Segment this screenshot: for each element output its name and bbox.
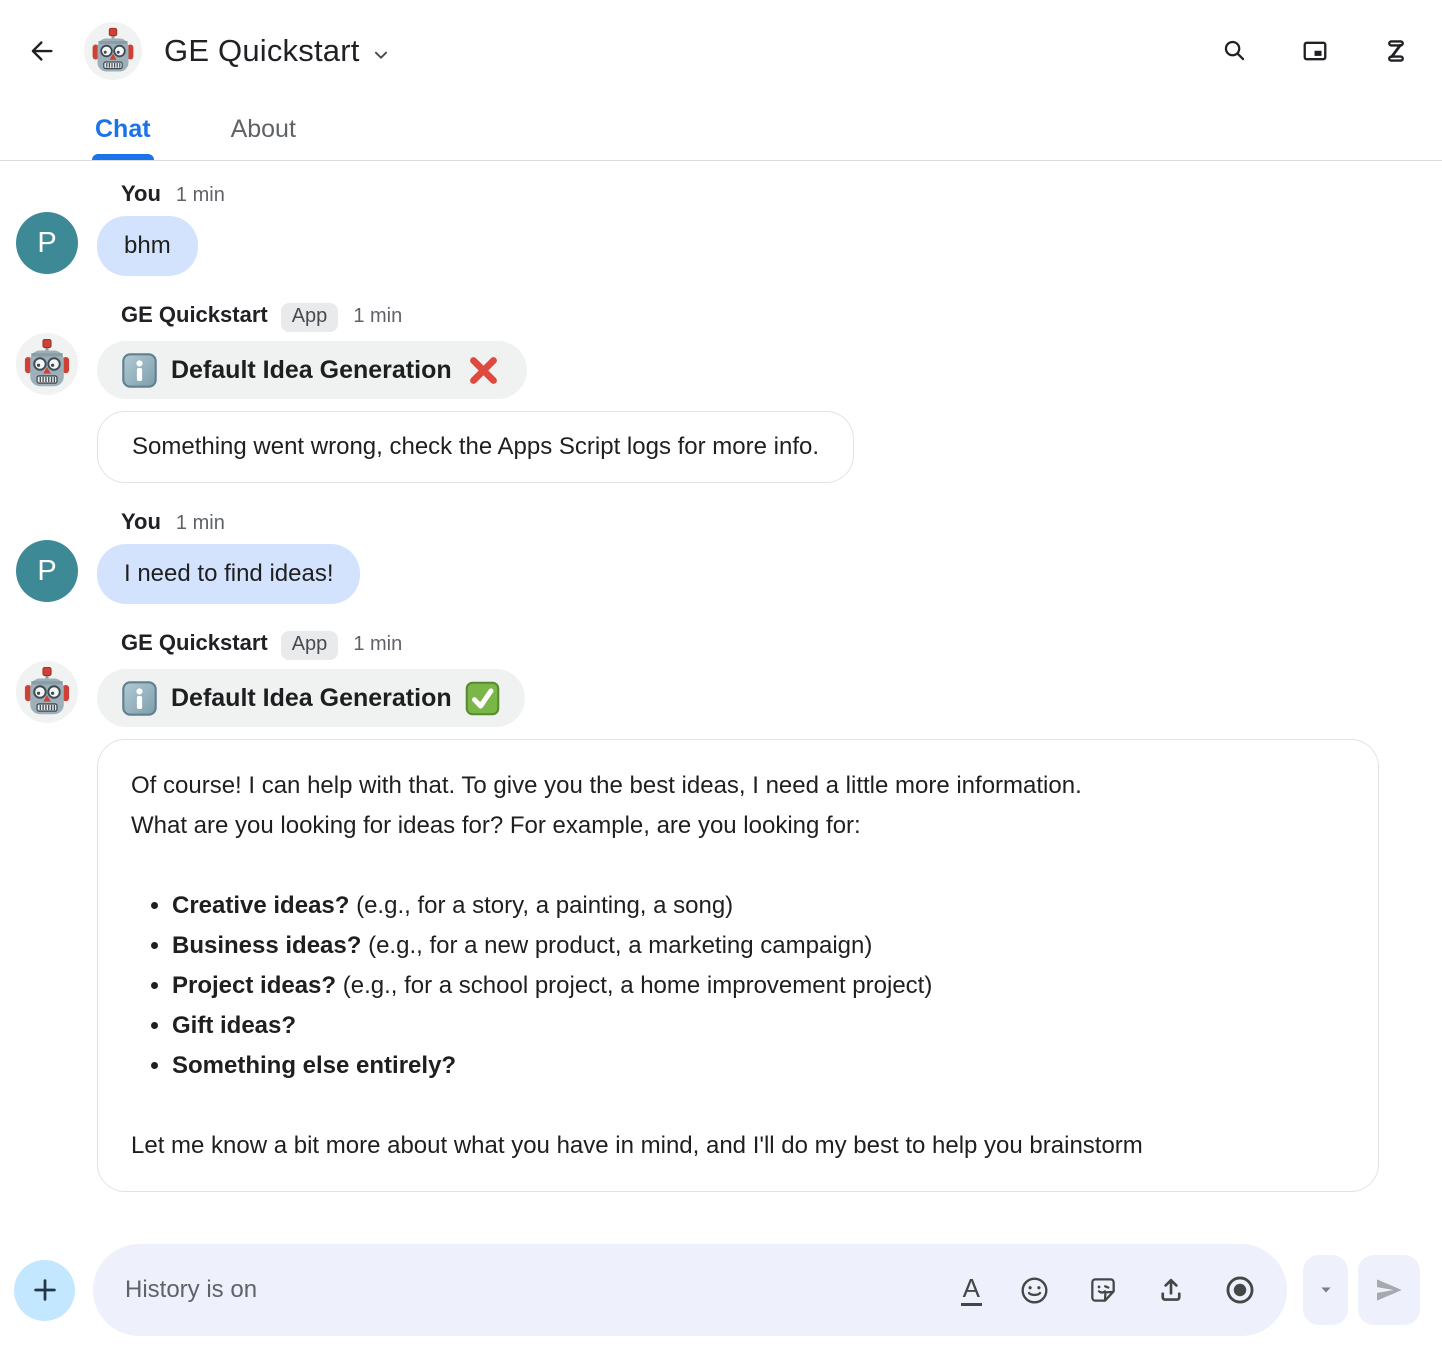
message-text: bhm — [124, 232, 171, 259]
robot-icon — [21, 338, 73, 390]
page-title: GE Quickstart — [164, 32, 360, 68]
chat-header — [0, 0, 1442, 101]
video-message-button[interactable] — [1223, 1272, 1257, 1308]
back-button[interactable] — [18, 27, 66, 75]
robot-icon — [89, 27, 137, 75]
format-icon: A — [961, 1275, 982, 1306]
error-cross-icon — [465, 352, 502, 389]
success-check-icon — [465, 681, 500, 716]
bot-avatar[interactable] — [16, 333, 78, 395]
format-button[interactable] — [961, 1272, 982, 1308]
app-badge: App — [281, 631, 339, 660]
arrow-back-icon — [27, 36, 57, 66]
message-text-line: Of course! I can help with that. To give you the best ideas, I need a little more information. — [131, 772, 1082, 799]
timestamp: 1 min — [175, 184, 225, 206]
tab-chat[interactable] — [95, 115, 151, 160]
info-icon — [121, 680, 158, 717]
triangle-down-icon — [1316, 1280, 1336, 1300]
chevron-down-icon — [370, 44, 392, 66]
message-group-app-1 — [16, 302, 1442, 483]
history-toggle-button[interactable] — [1372, 27, 1420, 75]
message-input-container — [93, 1244, 1287, 1336]
message-header — [121, 302, 1442, 332]
app-avatar — [84, 22, 142, 80]
timestamp: 1 min — [353, 633, 403, 655]
history-toggle-icon — [1382, 37, 1410, 65]
user-avatar-initial: P — [37, 554, 57, 587]
idea-bullet-list — [131, 886, 1345, 1086]
workflow-name: Default Idea Generation — [171, 683, 452, 712]
send-icon — [1373, 1274, 1405, 1306]
send-button[interactable] — [1358, 1255, 1420, 1325]
message-bubble — [97, 216, 198, 276]
upload-button[interactable] — [1155, 1272, 1187, 1308]
conversation-title-menu[interactable] — [164, 33, 392, 69]
user-avatar-initial: P — [37, 226, 57, 259]
message-text-line: What are you looking for ideas for? For example, are you looking for: — [131, 812, 861, 839]
timestamp: 1 min — [353, 305, 403, 327]
message-text: I need to find ideas! — [124, 560, 334, 587]
add-button[interactable] — [14, 1260, 75, 1321]
sticker-icon — [1087, 1274, 1119, 1306]
message-bubble — [97, 411, 854, 483]
tab-about-label: About — [230, 115, 296, 143]
record-circle-icon — [1223, 1273, 1257, 1307]
message-header — [121, 630, 1442, 660]
message-bubble — [97, 544, 360, 604]
tab-about[interactable] — [231, 115, 296, 160]
workflow-status-chip — [97, 341, 527, 399]
message-bubble — [97, 739, 1379, 1192]
sender-name: GE Quickstart — [121, 630, 268, 655]
idea-bullet: • Gift ideas? — [172, 1006, 1345, 1046]
emoji-icon — [1018, 1274, 1051, 1307]
user-avatar[interactable] — [16, 212, 78, 274]
tab-chat-label: Chat — [95, 115, 151, 143]
workflow-name: Default Idea Generation — [171, 355, 452, 384]
sender-name: You — [121, 509, 161, 534]
app-badge: App — [281, 303, 339, 332]
sender-name: GE Quickstart — [121, 302, 268, 327]
sender-name: You — [121, 181, 161, 206]
robot-icon — [21, 666, 73, 718]
send-options-button[interactable] — [1303, 1255, 1348, 1325]
message-group-user-1 — [16, 181, 1442, 276]
workflow-status-chip — [97, 669, 525, 727]
upload-icon — [1155, 1274, 1187, 1306]
message-text: Something went wrong, check the Apps Script logs for more info. — [132, 433, 820, 460]
emoji-button[interactable] — [1018, 1272, 1051, 1308]
idea-bullet: • Creative ideas? (e.g., for a story, a painting, a song) — [172, 886, 1345, 926]
composer-actions — [961, 1272, 1257, 1308]
message-input[interactable] — [123, 1275, 945, 1305]
message-group-user-2 — [16, 509, 1442, 604]
message-list — [0, 161, 1442, 1244]
sticker-button[interactable] — [1087, 1272, 1119, 1308]
picture-in-picture-button[interactable] — [1291, 27, 1339, 75]
plus-icon — [30, 1275, 60, 1305]
timestamp: 1 min — [175, 512, 225, 534]
idea-bullet: • Something else entirely? — [172, 1046, 1345, 1086]
tab-bar — [0, 101, 1442, 161]
message-text-line: Let me know a bit more about what you have in mind, and I'll do my best to help you brainstorm — [131, 1132, 1143, 1159]
message-header — [121, 509, 1442, 535]
message-group-app-2 — [16, 630, 1442, 1192]
idea-bullet: • Business ideas? (e.g., for a new product, a marketing campaign) — [172, 926, 1345, 966]
active-tab-indicator — [92, 154, 154, 160]
header-actions — [1210, 27, 1420, 75]
picture-in-picture-icon — [1301, 37, 1329, 65]
search-icon — [1221, 37, 1248, 64]
idea-bullet: • Project ideas? (e.g., for a school project, a home improvement project) — [172, 966, 1345, 1006]
search-button[interactable] — [1210, 27, 1258, 75]
bot-avatar[interactable] — [16, 661, 78, 723]
user-avatar[interactable] — [16, 540, 78, 602]
message-header — [121, 181, 1442, 207]
info-icon — [121, 352, 158, 389]
composer-bar — [0, 1244, 1442, 1336]
